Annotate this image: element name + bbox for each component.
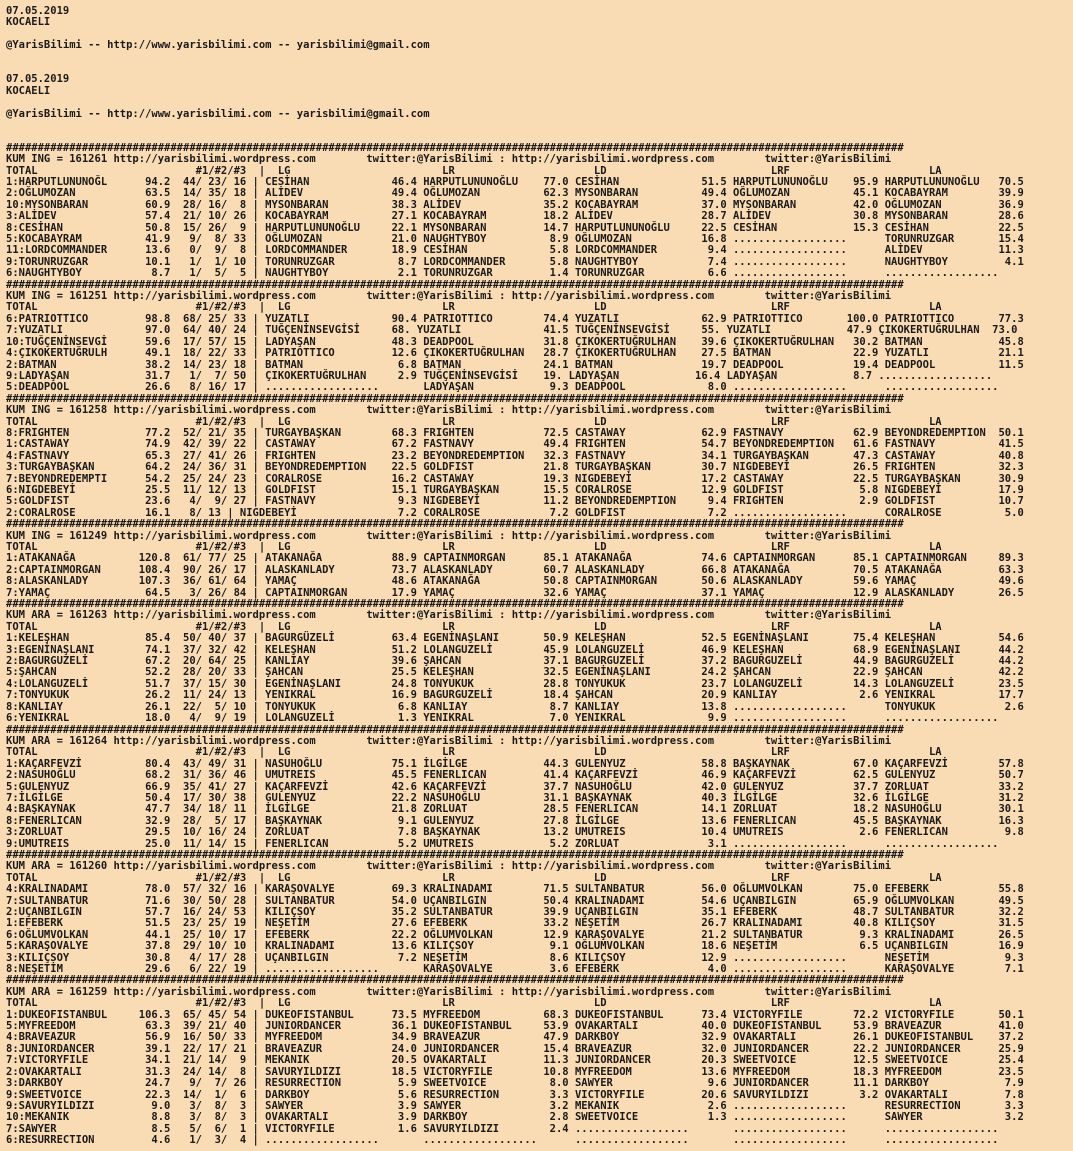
column-header-row: TOTAL #1/#2/#3 | LG LR LD LRF LA bbox=[6, 301, 942, 314]
horse-row: 4:BRAVEAZUR 56.9 16/ 50/ 33 | MYFREEDOM 34.9 BRAVEAZUR 47.9 DARKBOY 32.9 OVAKARTALI 26.1 DUKEOFISTANBUL 37.2 bbox=[6, 1031, 1024, 1044]
horse-row: 6:RESURRECTION 4.6 1/ 3/ 4 | .................. .................. .................. .................. .................. bbox=[6, 1134, 999, 1147]
horse-row: 7:SULTANBATUR 71.6 30/ 50/ 28 | SULTANBATUR 54.0 UÇANBILGIN 50.4 KRALINADAMI 54.6 UÇANBILGIN 65.9 OĞLUMVOLKAN 49.5 bbox=[6, 894, 1024, 907]
horse-row: 7:TONYUKUK 26.2 11/ 24/ 13 | YENIKRAL 16.9 BAGURGUZELİ 18.4 ŞAHCAN 20.9 KANLIAY 2.6 YENIKRAL 17.7 bbox=[6, 689, 1024, 702]
horse-row: 8:ALASKANLADY 107.3 36/ 61/ 64 | YAMAÇ 48.6 ATAKANAĞA 50.8 CAPTAINMORGAN 50.6 ALASKANLADY 59.6 YAMAÇ 49.6 bbox=[6, 575, 1024, 588]
horse-row: 3:ALİDEV 57.4 21/ 10/ 26 | KOCABAYRAM 27.1 KOCABAYRAM 18.2 ALİDEV 28.7 ALİDEV 30.8 MYSONBARAN 28.6 bbox=[6, 210, 1024, 223]
horse-row: 5:MYFREEDOM 63.3 39/ 21/ 40 | JUNIORDANCER 36.1 DUKEOFISTANBUL 53.9 OVAKARTALI 40.0 DUKEOFISTANBUL 53.9 BRAVEAZUR 41.0 bbox=[6, 1020, 1024, 1033]
horse-row: 2:BAGURGUZELİ 67.2 20/ 64/ 25 | KANLIAY 39.6 ŞAHCAN 37.1 BAGURGUZELİ 37.2 BAGURGUZELİ 44.9 BAGURGUZELİ 44.2 bbox=[6, 655, 1024, 668]
header-date-1: 07.05.2019 bbox=[6, 5, 70, 17]
column-header-row: TOTAL #1/#2/#3 | LG LR LD LRF LA bbox=[6, 164, 942, 177]
horse-row: 1:ATAKANAĞA 120.8 61/ 77/ 25 | ATAKANAĞA 88.9 CAPTAINMORGAN 85.1 ATAKANAĞA 74.6 CAPTAINMORGAN 85.1 CAPTAINMORGAN 89.3 bbox=[6, 552, 1024, 565]
horse-row: 8:FENERLICAN 32.9 28/ 5/ 17 | BAŞKAYNAK 9.1 GULENYUZ 27.8 İLGİLGE 13.6 FENERLICAN 45.5 BAŞKAYNAK 16.3 bbox=[6, 814, 1024, 827]
horse-row: 2:UÇANBILGIN 57.7 16/ 24/ 53 | KILIÇSOY 35.2 SULTANBATUR 39.9 UÇANBILGIN 35.1 EFEBERK 48.7 SULTANBATUR 32.2 bbox=[6, 906, 1024, 918]
horse-row: 2:OĞLUMOZAN 63.5 14/ 35/ 18 | ALİDEV 49.4 OĞLUMOZAN 62.3 MYSONBARAN 49.4 OĞLUMOZAN 45.1 KOCABAYRAM 39.9 bbox=[6, 187, 1024, 200]
column-header-row: TOTAL #1/#2/#3 | LG LR LD LRF LA bbox=[6, 997, 942, 1010]
horse-row: 11:LORDCOMMANDER 13.6 0/ 9/ 8 | LORDCOMMANDER 18.9 CESİHAN 5.8 LORDCOMMANDER 9.4 .................. ALİDEV 11.3 bbox=[6, 244, 1024, 257]
block-gap-2 bbox=[6, 63, 1067, 74]
horse-row: 2:CAPTAINMORGAN 108.4 90/ 26/ 17 | ALASKANLADY 73.7 ALASKANLADY 60.7 ALASKANLADY 66.8 ATAKANAĞA 70.5 ATAKANAĞA 63.3 bbox=[6, 563, 1024, 576]
horse-row: 8:FRIGHTEN 77.2 52/ 21/ 35 | TURGAYBAŞKAN 68.3 FRIGHTEN 72.5 CASTAWAY 62.9 FASTNAVY 62.9 BEYONDREDEMPTION 50.1 bbox=[6, 426, 1024, 439]
horse-row: 8:NEŞETİM 29.6 6/ 22/ 19 | .................. KARAŞOVALYE 3.6 EFEBERK 4.0 .................. KARAŞOVALYE 7.1 bbox=[6, 963, 1024, 976]
horse-row: 4:BAŞKAYNAK 47.7 34/ 18/ 11 | İLGİLGE 21.8 ZORLUAT 28.5 FENERLICAN 14.1 ZORLUAT 18.2 NASUHOĞLU 30.1 bbox=[6, 803, 1024, 816]
horse-row: 1:CASTAWAY 74.9 42/ 39/ 22 | CASTAWAY 67.2 FASTNAVY 49.4 FRIGHTEN 54.7 BEYONDREDEMPTION 61.6 FASTNAVY 41.5 bbox=[6, 438, 1024, 451]
horse-row: 2:NASUHOĞLU 68.2 31/ 36/ 46 | UMUTREIS 45.5 FENERLICAN 41.4 KAÇARFEVZİ 46.9 KAÇARFEVZİ 62.5 GULENYUZ 50.7 bbox=[6, 769, 1024, 782]
block-title: KUM ING = 161261 http://yarisbilimi.wordpress.com twitter:@YarisBilimi : http://yarisbilimi.wordpress.com twitter:@YarisBilimi bbox=[6, 153, 892, 166]
header-city-2: KOCAELI bbox=[6, 84, 51, 97]
horse-row: 1:EFEBERK 51.5 23/ 25/ 19 | NEŞETİM 27.6 EFEBERK 33.2 NEŞETİM 26.7 KRALINADAMI 40.8 KILIÇSOY 31.5 bbox=[6, 917, 1024, 930]
block-separator: ############################################################################################################################################## bbox=[6, 598, 904, 611]
block-separator: ############################################################################################################################################## bbox=[6, 518, 904, 531]
horse-row: 7:BEYONDREDEMPTI 54.2 25/ 24/ 23 | CORALROSE 16.2 CASTAWAY 19.3 NIGDEBEYİ 17.2 CASTAWAY 22.5 TURGAYBAŞKAN 30.9 bbox=[6, 472, 1024, 485]
header-credits-1: @YarisBilimi -- http://www.yarisbilimi.com -- yarisbilimi@gmail.com bbox=[6, 39, 430, 52]
column-header-row: TOTAL #1/#2/#3 | LG LR LD LRF LA bbox=[6, 620, 942, 633]
horse-row: 10:TUĞÇENİNSEVGİ 59.6 17/ 57/ 15 | LADYAŞAN 48.3 DEADPOOL 31.8 ÇIKOKERTUĞRULHAN 39.6 ÇIKOKERTUĞRULHAN 30.2 BATMAN 45.8 bbox=[6, 335, 1024, 348]
horse-row: 8:KANLIAY 26.1 22/ 5/ 10 | TONYUKUK 6.8 KANLIAY 8.7 KANLIAY 13.8 .................. TONYUKUK 2.6 bbox=[6, 700, 1024, 713]
horse-row: 3:ZORLUAT 29.5 10/ 16/ 24 | ZORLUAT 7.8 BAŞKAYNAK 13.2 UMUTREIS 10.4 UMUTREIS 2.6 FENERLICAN 9.8 bbox=[6, 826, 1024, 839]
race-block bbox=[6, 519, 1067, 599]
block-separator: ############################################################################################################################################## bbox=[6, 848, 904, 861]
race-block bbox=[6, 975, 1067, 1146]
header-block-2 bbox=[6, 74, 1067, 120]
horse-row: 2:CORALROSE 16.1 8/ 13 | NIGDEBEYİ 7.2 CORALROSE 7.2 GOLDFIST 7.2 .................. CORALROSE 5.0 bbox=[6, 506, 1024, 519]
horse-row: 7:SAWYER 8.5 5/ 6/ 1 | VICTORYFILE 1.6 SAVURYILDIZI 2.4 .................. .................. .................. bbox=[6, 1122, 999, 1135]
column-header-row: TOTAL #1/#2/#3 | LG LR LD LRF LA bbox=[6, 871, 942, 884]
horse-row: 5:KOCABAYRAM 41.9 9/ 8/ 33 | OĞLUMOZAN 21.0 NAUGHTYBOY 8.9 OĞLUMOZAN 16.8 .................. TORUNRUZGAR 15.4 bbox=[6, 233, 1024, 246]
horse-row: 3:DARKBOY 24.7 9/ 7/ 26 | RESURRECTION 5.9 SWEETVOICE 8.0 SAWYER 9.6 JUNIORDANCER 11.1 DARKBOY 7.9 bbox=[6, 1077, 1024, 1090]
horse-row: 3:EGENİNAŞLANI 74.1 37/ 32/ 42 | KELEŞHAN 51.2 LOLANGUZELİ 45.9 LOLANGUZELİ 46.9 KELEŞHAN 68.9 EGENİNAŞLANI 44.2 bbox=[6, 643, 1024, 656]
header-spacer-2 bbox=[6, 97, 1067, 108]
horse-row: 3:KILIÇSOY 30.8 4/ 17/ 28 | UÇANBILGIN 7.2 NEŞETİM 8.6 KILIÇSOY 12.9 .................. NEŞETİM 9.3 bbox=[6, 951, 1024, 964]
block-separator: ############################################################################################################################################## bbox=[6, 723, 904, 736]
block-title: KUM ING = 161258 http://yarisbilimi.wordpress.com twitter:@YarisBilimi : http://yarisbilimi.wordpress.com twitter:@YarisBilimi bbox=[6, 404, 892, 417]
horse-row: 3:TURGAYBAŞKAN 64.2 24/ 36/ 31 | BEYONDREDEMPTION 22.5 GOLDFIST 21.8 TURGAYBAŞKAN 30.7 NIGDEBEYİ 26.5 FRIGHTEN 32.3 bbox=[6, 461, 1024, 474]
horse-row: 9:SAVURYILDIZI 9.0 3/ 8/ 3 | SAWYER 3.9 SAWYER 3.2 MEKANIK 2.6 .................. RESURRECTION 3.3 bbox=[6, 1099, 1024, 1112]
horse-row: 6:PATRIOTTICO 98.8 68/ 25/ 33 | YUZATLI 90.4 PATRIOTTICO 74.4 YUZATLI 62.9 PATRIOTTICO 100.0 PATRIOTTICO 77.3 bbox=[6, 312, 1024, 325]
block-gap-1 bbox=[6, 52, 1067, 63]
horse-row: 7:YUZATLI 97.0 64/ 40/ 24 | TUĞÇENİNSEVGİSİ 68. YUZATLI 41.5 TUĞÇENİNSEVGİSİ 55. YUZATLI 47.9 ÇIKOKERTUĞRULHAN 73.0 bbox=[6, 324, 1018, 337]
horse-row: 5:DEADPOOL 26.6 8/ 16/ 17 | .................. LADYAŞAN 9.3 DEADPOOL 8.0 .................. .................. bbox=[6, 381, 999, 394]
horse-row: 6:NIGDEBEYİ 25.5 11/ 12/ 13 | GOLDFIST 15.1 TURGAYBAŞKAN 15.5 CORALROSE 12.9 GOLDFIST 5.8 NIGDEBEYİ 17.9 bbox=[6, 483, 1024, 496]
horse-row: 9:TORUNRUZGAR 10.1 1/ 1/ 10 | TORUNRUZGAR 8.7 LORDCOMMANDER 5.8 NAUGHTYBOY 7.4 .................. NAUGHTYBOY 4.1 bbox=[6, 255, 1024, 268]
horse-row: 1:KAÇARFEVZİ 80.4 43/ 49/ 31 | NASUHOĞLU 75.1 İLGİLGE 44.3 GULENYUZ 58.8 BAŞKAYNAK 67.0 KAÇARFEVZİ 57.8 bbox=[6, 757, 1024, 770]
horse-row: 1:HARPUTLUNUNOĞL 94.2 44/ 23/ 16 | CESİHAN 46.4 HARPUTLUNUNOĞLU 77.0 CESİHAN 51.5 HARPUTLUNUNOĞLU 95.9 HARPUTLUNUNOĞLU 70.5 bbox=[6, 176, 1024, 188]
horse-row: 5:GULENYUZ 66.9 35/ 41/ 27 | KAÇARFEVZİ 42.6 KAÇARFEVZİ 37.7 NASUHOĞLU 42.0 GULENYUZ 37.7 ZORLUAT 33.2 bbox=[6, 780, 1024, 793]
horse-row: 7:VICTORYFILE 34.1 21/ 14/ 9 | MEKANIK 20.5 OVAKARTALI 11.3 JUNIORDANCER 20.3 SWEETVOICE 12.5 SWEETVOICE 25.4 bbox=[6, 1054, 1024, 1067]
horse-row: 5:KARAŞOVALYE 37.8 29/ 10/ 10 | KRALINADAMI 13.6 KILIÇSOY 9.1 OĞLUMVOLKAN 18.6 NEŞETİM 6.5 UÇANBILGIN 16.9 bbox=[6, 940, 1024, 953]
horse-row: 4:KRALINADAMI 78.0 57/ 32/ 16 | KARAŞOVALYE 69.3 KRALINADAMI 71.5 SULTANBATUR 56.0 OĞLUMVOLKAN 75.0 EFEBERK 55.8 bbox=[6, 883, 1024, 896]
horse-row: 5:ŞAHCAN 52.2 28/ 20/ 33 | ŞAHCAN 25.5 KELEŞHAN 32.5 EGENİNAŞLANI 24.2 ŞAHCAN 22.9 ŞAHCAN 42.2 bbox=[6, 666, 1024, 679]
block-separator: ############################################################################################################################################## bbox=[6, 278, 904, 291]
block-gap-3 bbox=[6, 120, 1067, 131]
column-header-row: TOTAL #1/#2/#3 | LG LR LD LRF LA bbox=[6, 541, 942, 553]
column-header-row: TOTAL #1/#2/#3 | LG LR LD LRF LA bbox=[6, 415, 942, 428]
horse-row: 4:FASTNAVY 65.3 27/ 41/ 26 | FRIGHTEN 23.2 BEYONDREDEMPTION 32.3 FASTNAVY 34.1 TURGAYBAŞKAN 47.3 CASTAWAY 40.8 bbox=[6, 449, 1024, 462]
horse-row: 8:JUNIORDANCER 39.1 22/ 17/ 21 | BRAVEAZUR 24.0 JUNIORDANCER 15.4 BRAVEAZUR 32.0 JUNIORDANCER 22.2 JUNIORDANCER 25.9 bbox=[6, 1042, 1024, 1055]
header-credits-2: @YarisBilimi -- http://www.yarisbilimi.com -- yarisbilimi@gmail.com bbox=[6, 107, 430, 120]
horse-row: 10:MYSONBARAN 60.9 28/ 16/ 8 | MYSONBARAN 38.3 ALİDEV 35.2 KOCABAYRAM 37.0 MYSONBARAN 42.0 OĞLUMOZAN 36.9 bbox=[6, 198, 1024, 211]
block-separator: ############################################################################################################################################## bbox=[6, 141, 904, 154]
horse-row: 1:DUKEOFISTANBUL 106.3 65/ 45/ 54 | DUKEOFISTANBUL 73.5 MYFREEDOM 68.3 DUKEOFISTANBUL 73.4 VICTORYFILE 72.2 VICTORYFILE 50.1 bbox=[6, 1008, 1024, 1021]
horse-row: 9:UMUTREIS 25.0 11/ 14/ 15 | FENERLICAN 5.2 UMUTREIS 5.2 ZORLUAT 3.1 .................. .................. bbox=[6, 837, 999, 850]
horse-row: 10:MEKANIK 8.8 3/ 8/ 3 | OVAKARTALI 3.9 DARKBOY 2.8 SWEETVOICE 1.3 .................. SAWYER 3.2 bbox=[6, 1111, 1024, 1124]
horse-row: 7:İLGİLGE 50.4 17/ 30/ 38 | GULENYUZ 22.2 NASUHOĞLU 31.1 BAŞKAYNAK 40.3 İLGİLGE 32.6 İLGİLGE 31.2 bbox=[6, 791, 1024, 804]
horse-row: 6:OĞLUMVOLKAN 44.1 25/ 10/ 17 | EFEBERK 22.2 OĞLUMVOLKAN 12.9 KARAŞOVALYE 21.2 SULTANBATUR 9.3 KRALINADAMI 26.5 bbox=[6, 928, 1024, 941]
race-block bbox=[6, 143, 1067, 280]
block-title: KUM ING = 161251 http://yarisbilimi.wordpress.com twitter:@YarisBilimi : http://yarisbilimi.wordpress.com twitter:@YarisBilimi bbox=[6, 290, 892, 303]
block-title: KUM ARA = 161264 http://yarisbilimi.wordpress.com twitter:@YarisBilimi : http://yarisbilimi.wordpress.com twitter:@YarisBilimi bbox=[6, 734, 892, 747]
header-city-1: KOCAELI bbox=[6, 16, 51, 29]
block-title: KUM ING = 161249 http://yarisbilimi.wordpress.com twitter:@YarisBilimi : http://yarisbilimi.wordpress.com twitter:@YarisBilimi bbox=[6, 529, 892, 542]
horse-row: 4:LOLANGUZELİ 51.7 37/ 15/ 30 | EGENİNAŞLANI 24.8 TONYUKUK 28.8 TONYUKUK 23.7 LOLANGUZELİ 14.3 LOLANGUZELİ 23.5 bbox=[6, 677, 1024, 690]
horse-row: 6:YENIKRAL 18.0 4/ 9/ 19 | LOLANGUZELİ 1.3 YENIKRAL 7.0 YENIKRAL 9.9 .................. .................. bbox=[6, 712, 999, 725]
horse-row: 2:BATMAN 38.2 14/ 23/ 18 | BATMAN 6.8 BATMAN 24.1 BATMAN 19.7 DEADPOOL 19.4 DEADPOOL 11.5 bbox=[6, 358, 1024, 371]
race-block bbox=[6, 725, 1067, 850]
race-block bbox=[6, 394, 1067, 519]
horse-row: 7:YAMAÇ 64.5 3/ 26/ 84 | CAPTAINMORGAN 17.9 YAMAÇ 32.6 YAMAÇ 37.1 YAMAÇ 12.9 ALASKANLADY 26.5 bbox=[6, 586, 1024, 599]
header-date-2: 07.05.2019 bbox=[6, 73, 70, 86]
header-block-1 bbox=[6, 6, 1067, 52]
column-header-row: TOTAL #1/#2/#3 | LG LR LD LRF LA bbox=[6, 746, 942, 759]
horse-row: 5:GOLDFIST 23.6 4/ 9/ 27 | FASTNAVY 9.3 NIGDEBEYİ 11.2 BEYONDREDEMPTION 9.4 FRIGHTEN 2.9 GOLDFIST 10.7 bbox=[6, 495, 1024, 508]
race-block bbox=[6, 280, 1067, 394]
block-separator: ############################################################################################################################################## bbox=[6, 392, 904, 405]
block-title: KUM ARA = 161260 http://yarisbilimi.wordpress.com twitter:@YarisBilimi : http://yarisbilimi.wordpress.com twitter:@YarisBilimi bbox=[6, 860, 892, 873]
horse-row: 6:NAUGHTYBOY 8.7 1/ 5/ 5 | NAUGHTYBOY 2.1 TORUNRUZGAR 1.4 TORUNRUZGAR 6.6 .................. .................. bbox=[6, 267, 999, 280]
block-separator: ############################################################################################################################################## bbox=[6, 974, 904, 987]
horse-row: 8:CESİHAN 50.8 15/ 26/ 9 | HARPUTLUNUNOĞLU 22.1 MYSONBARAN 14.7 HARPUTLUNUNOĞLU 22.5 CESİHAN 15.3 CESİHAN 22.5 bbox=[6, 221, 1024, 234]
horse-row: 2:OVAKARTALI 31.3 24/ 14/ 8 | SAVURYILDIZI 18.5 VICTORYFILE 10.8 MYFREEDOM 13.6 MYFREEDOM 18.3 MYFREEDOM 23.5 bbox=[6, 1065, 1024, 1078]
race-report-body bbox=[6, 143, 1067, 1147]
block-title: KUM ARA = 161263 http://yarisbilimi.wordpress.com twitter:@YarisBilimi : http://yarisbilimi.wordpress.com twitter:@YarisBilimi bbox=[6, 609, 892, 622]
horse-row: 4:ÇIKOKERTUĞRULH 49.1 18/ 22/ 33 | PATRIOTTICO 12.6 ÇIKOKERTUĞRULHAN 28.7 ÇIKOKERTUĞRULHAN 27.5 BATMAN 22.9 YUZATLI 21.1 bbox=[6, 347, 1024, 360]
block-title: KUM ARA = 161259 http://yarisbilimi.wordpress.com twitter:@YarisBilimi : http://yarisbilimi.wordpress.com twitter:@YarisBilimi bbox=[6, 985, 892, 998]
horse-row: 9:SWEETVOICE 22.3 14/ 1/ 6 | DARKBOY 5.6 RESURRECTION 3.3 VICTORYFILE 20.6 SAVURYILDIZI 3.2 OVAKARTALI 7.8 bbox=[6, 1088, 1024, 1101]
horse-row: 1:KELEŞHAN 85.4 50/ 40/ 37 | BAGURGÜZELİ 63.4 EGENİNAŞLANI 50.9 KELEŞHAN 52.5 EGENİNAŞLANI 75.4 KELEŞHAN 54.6 bbox=[6, 632, 1024, 645]
race-block bbox=[6, 850, 1067, 975]
race-block bbox=[6, 599, 1067, 724]
horse-row: 9:LADYAŞAN 31.7 1/ 7/ 50 | ÇIKOKERTUĞRULHAN 2.9 TUĞÇENİNSEVGİSİ 19. LADYAŞAN 16.4 LADYAŞAN 8.7 .................. bbox=[6, 369, 993, 382]
